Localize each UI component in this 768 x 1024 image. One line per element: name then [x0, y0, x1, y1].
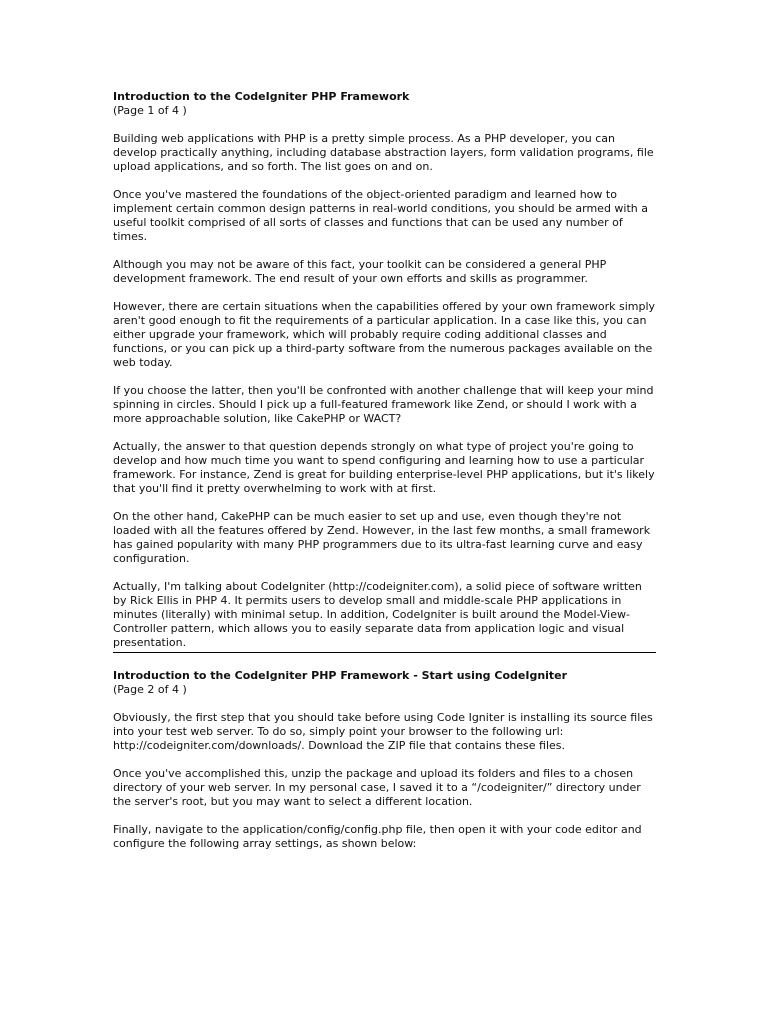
paragraph: Although you may not be aware of this fact, your toolkit can be considered a general PHP development framework. The end result of your own efforts and skills as programmer. [113, 258, 607, 285]
paragraph: Finally, navigate to the application/config/config.php file, then open it with your code editor and configure the following array settings, as shown below: [113, 823, 642, 850]
section-title: Introduction to the CodeIgniter PHP Framework - Start using CodeIgniter [113, 669, 568, 682]
paragraph: Once you've mastered the foundations of the object-oriented paradigm and learned how to implement certain common design patterns in real-world conditions, you should be armed with a useful toolkit comprised of all sorts of classes and functions that can be used any number of times. [113, 188, 649, 243]
paragraph: Once you've accomplished this, unzip the package and upload its folders and files to a chosen directory of your web server. In my personal case, I saved it to a “/codeigniter/” directory under the server's root, but you may want to select a different location. [113, 767, 641, 808]
paragraph: Actually, I'm talking about CodeIgniter (http://codeigniter.com), a solid piece of software written by Rick Ellis in PHP 4. It permits users to develop small and middle-scale PHP applications in minutes (literally) with minimal setup. In addition, CodeIgniter is built around the Model-View-Controller pattern, which allows you to easily separate data from application logic and visual presentation. [113, 580, 642, 649]
paragraph: Building web applications with PHP is a pretty simple process. As a PHP developer, you can develop practically anything, including database abstraction layers, form validation programs, file upload applications, and so forth. The list goes on and on. [113, 132, 654, 173]
section-page-1 [113, 90, 656, 650]
section-page-2 [113, 669, 656, 851]
paragraph: Actually, the answer to that question depends strongly on what type of project you're going to develop and how much time you want to spend configuring and learning how to use a particular framework. For instance, Zend is great for building enterprise-level PHP applications, but it's likely that you'll find it pretty overwhelming to work with at first. [113, 440, 655, 495]
section-title: Introduction to the CodeIgniter PHP Framework [113, 90, 410, 103]
section-divider [113, 652, 656, 653]
paragraph: On the other hand, CakePHP can be much easier to set up and use, even though they're not loaded with all the features offered by Zend. However, in the last few months, a small framework has gained popularity with many PHP programmers due to its ultra-fast learning curve and easy configuration. [113, 510, 651, 565]
page-label: (Page 1 of 4 ) [113, 104, 187, 117]
paragraph: Obviously, the first step that you should take before using Code Igniter is installing its source files into your test web server. To do so, simply point your browser to the following url: http://codeigniter.com/downloads/. Download the ZIP file that contains these files. [113, 711, 653, 752]
page-label: (Page 2 of 4 ) [113, 683, 187, 696]
paragraph: However, there are certain situations when the capabilities offered by your own framework simply aren't good enough to fit the requirements of a particular application. In a case like this, you can either upgrade your framework, which will probably require coding additional classes and functions, or you can pick up a third-party software from the numerous packages available on the web today. [113, 300, 656, 369]
paragraph: If you choose the latter, then you'll be confronted with another challenge that will keep your mind spinning in circles. Should I pick up a full-featured framework like Zend, or should I work with a more approachable solution, like CakePHP or WACT? [113, 384, 654, 425]
